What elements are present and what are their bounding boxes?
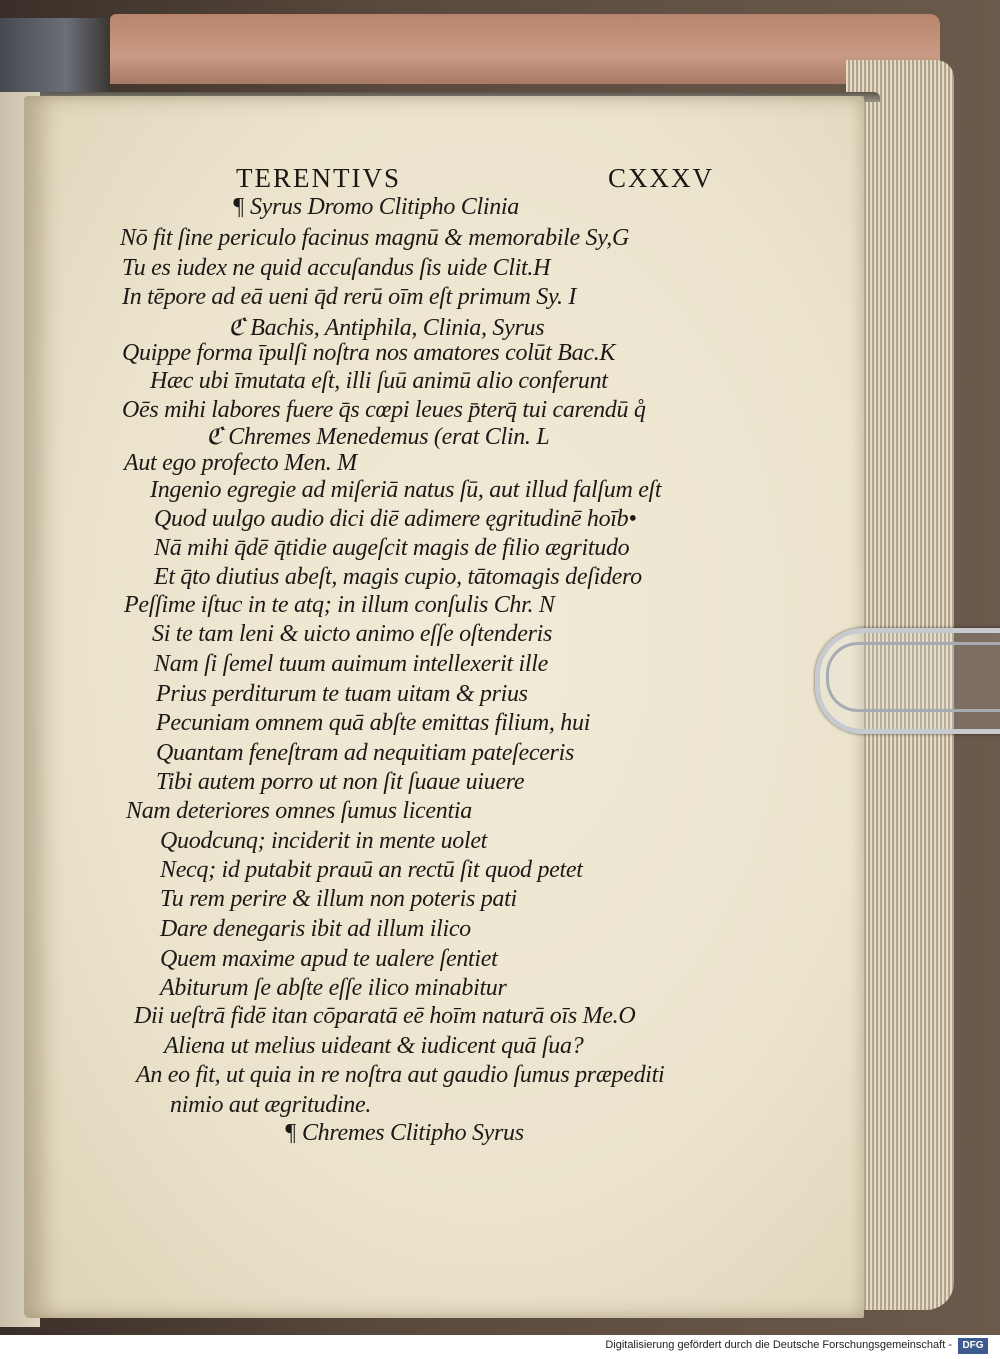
text-line: Ingenio egregie ad miſeriā natus ſū, aut illud falſum eſt — [150, 477, 662, 503]
text-line: ¶ Syrus Dromo Clitipho Clinia — [232, 194, 519, 220]
text-line: Nā mihi q̄dē q̄tidie augeſcit magis de filio ægritudo — [154, 535, 630, 561]
funding-notice: Digitalisierung gefördert durch die Deutsche Forschungsgemeinschaft - — [605, 1339, 952, 1351]
text-line: Quodcunq; inciderit in mente uolet — [160, 828, 488, 854]
text-line: Quantam feneſtram ad nequitiam pateſeceris — [156, 740, 574, 766]
text-line: Si te tam leni & uicto animo eſſe oſtenderis — [152, 621, 553, 647]
text-line: Nam ſi ſemel tuum auimum intellexerit ille — [154, 651, 548, 677]
text-line: Quem maxime apud te ualere ſentiet — [160, 946, 498, 972]
text-line: Pecuniam omnem quā abſte emittas filium, hui — [156, 710, 591, 736]
text-line: Quippe forma īpulſi noſtra nos amatores colūt Bac.K — [122, 340, 616, 366]
text-line: ¶ Chremes Clitipho Syrus — [284, 1120, 524, 1146]
text-line: Aliena ut melius uideant & iudicent quā ſua? — [164, 1033, 584, 1059]
text-line: ℭ Bachis, Antiphila, Clinia, Syrus — [228, 315, 545, 341]
text-line: Et q̄to diutius abeſt, magis cupio, tātomagis deſidero — [154, 564, 642, 590]
text-line: Tu es iudex ne quid accuſandus ſis uide Clit.H — [122, 255, 551, 281]
text-line: nimio aut ægritudine. — [170, 1092, 372, 1118]
text-line: Nō fit ſine periculo facinus magnū & memorabile Sy,G — [120, 225, 630, 251]
text-line: Aut ego profecto Men. M — [124, 450, 357, 476]
text-line: Necq; id putabit prauū an rectū ſit quod petet — [160, 857, 583, 883]
text-line: Prius perditurum te tuam uitam & prius — [156, 681, 528, 707]
text-line: Hæc ubi īmutata eſt, illi ſuū animū alio conferunt — [150, 368, 608, 394]
text-line: An eo fit, ut quia in re noſtra aut gaudio ſumus præpediti — [136, 1062, 665, 1088]
text-line: Dare denegaris ibit ad illum ilico — [160, 916, 471, 942]
running-head: TERENTIVS — [236, 163, 401, 193]
text-line: Dii ueſtrā fidē itan cōparatā eē hoīm naturā oīs Me.O — [134, 1003, 636, 1029]
text-line: In tēpore ad eā ueni q̄d rerū oīm eſt primum Sy. I — [122, 284, 577, 310]
page-holder-clip-inner — [826, 642, 1000, 712]
text-line: Quod uulgo audio dici diē adimere ęgritudinē hoīb• — [154, 506, 637, 532]
text-line: Peſſime iſtuc in te atq; in illum conſulis Chr. N — [124, 592, 555, 618]
text-line: Tu rem perire & illum non poteris pati — [160, 886, 517, 912]
folio-number: CXXXV — [608, 163, 715, 193]
text-line: Abiturum ſe abſte eſſe ilico minabitur — [160, 975, 507, 1001]
text-line: Tibi autem porro ut non ſit ſuaue uiuere — [156, 769, 525, 795]
text-line: ℭ Chremes Menedemus (erat Clin. L — [206, 424, 550, 450]
book-cover-edge — [110, 14, 940, 84]
text-line: Nam deteriores omnes ſumus licentia — [126, 798, 472, 824]
dfg-logo: DFG — [958, 1338, 988, 1354]
text-line: Oēs mihi labores fuere q̄s cœpi leues p̄terq̄ tui carendū q̊ — [122, 397, 646, 423]
